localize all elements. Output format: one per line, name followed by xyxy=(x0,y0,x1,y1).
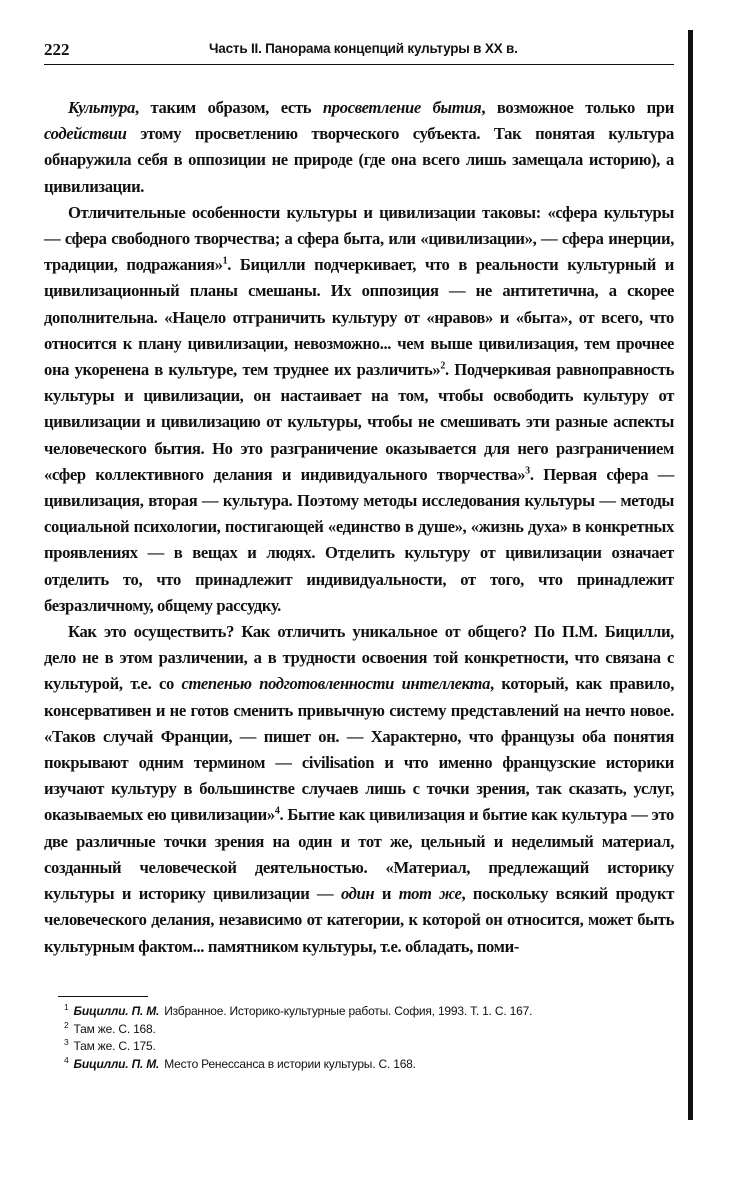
emphasized-text: степенью подготовленности интеллекта xyxy=(181,674,491,694)
text-run: , который, как правило, консервативен и не готов сменить привычную систему представлений на нечто новое. «Таков случай Франции, — пишет он. — Характерно, что французы оба понятия покрывают одним термином — civilisation и что именно французские историки изучают культуру в большинстве случаев лишь с точки зрения, так сказать, услуг, оказываемых ею цивилизации» xyxy=(44,674,674,825)
footnote-mark: 2 xyxy=(64,1019,69,1030)
text-run: . Подчеркивая равноправность культуры и цивилизации, он настаивает на том, чтобы освободить культуру от цивилизации и цивилизацию от культуры, чтобы не смешивать эти разные аспекты человеческого бытия. Но это разграничение оказывается для него разграничением «сфер коллективного делания и индивидуального творчества» xyxy=(44,360,674,484)
text-run: . Бицилли подчеркивает, что в реальности культурный и цивилизационный планы смешаны. Их оппозиция — не антитетична, а скорее дополнительна. «Нацело отграничить культуру от «нравов» и «быта», от всего, что относится к плану цивилизации, невозможно... чем выше цивилизация, тем прочнее она укоренена в культуре, тем труднее их различить» xyxy=(44,255,674,380)
footnote-author: Бицилли. П. М. xyxy=(73,1056,160,1071)
paragraph xyxy=(44,200,674,619)
emphasized-text: просветление бытия xyxy=(322,98,482,117)
footnote-text: Там же. С. 175. xyxy=(73,1039,156,1053)
footnote-reference: 2 xyxy=(440,360,445,372)
page-number: 222 xyxy=(44,40,70,59)
footnote-list xyxy=(44,1003,676,1073)
footnote-reference: 4 xyxy=(274,805,280,817)
footnote xyxy=(64,1003,676,1021)
footnote xyxy=(64,1021,676,1039)
text-run: и xyxy=(374,884,399,904)
footnote-author: Бицилли. П. М. xyxy=(73,1004,160,1018)
footnote-mark: 1 xyxy=(64,1002,69,1012)
book-page xyxy=(44,40,674,960)
footnote-text: Место Ренессанса в истории культуры. С. 168. xyxy=(164,1056,416,1071)
paragraph xyxy=(44,619,674,960)
text-run: этому просветлению творческого субъекта. Так понятая культура обнаружила себя в оппозиции не природе (где она всего лишь замещала историю), а цивилизации. xyxy=(44,124,674,196)
footnote-mark: 4 xyxy=(64,1054,69,1065)
text-run: , возможное только при xyxy=(481,98,674,117)
emphasized-text: тот же xyxy=(398,884,462,904)
text-run: Отличительные особенности культуры и цивилизации таковы: «сфера культуры — сфера свободного творчества; а сфера быта, или «цивилизации», — сфера инерции, традиции, подражания» xyxy=(44,202,674,275)
text-run: . Бытие как цивилизация и бытие как культура — это две различные точки зрения на один и тот же, цельный и неделимый материал, созданный человеческой деятельностью. «Материал, предлежащий историку культуры и историку цивилизации — xyxy=(44,805,675,904)
text-run: Как это осуществить? Как отличить уникальное от общего? По П.М. Бицилли, дело не в этом различении, а в трудности освоения той конкретности, что связана с культурой, т.е. со xyxy=(44,622,674,694)
text-run: , поскольку всякий продукт человеческого делания, независимо от категории, к которой он относится, может быть культурным фактом... памятником культуры, т.е. обладать, поми- xyxy=(44,884,675,956)
page-header xyxy=(44,40,674,65)
emphasized-text: один xyxy=(340,884,375,904)
running-title: Часть II. Панорама концепций культуры в XX в. xyxy=(209,41,518,56)
footnotes xyxy=(44,996,676,1073)
footnote-mark: 3 xyxy=(64,1037,69,1047)
page-edge-shadow xyxy=(688,30,693,1120)
footnote-reference: 1 xyxy=(222,255,228,267)
footnote-rule xyxy=(58,996,148,997)
footnote-text: Избранное. Историко-культурные работы. София, 1993. Т. 1. С. 167. xyxy=(164,1004,533,1018)
footnote-text: Там же. С. 168. xyxy=(73,1021,156,1036)
footnote xyxy=(64,1056,676,1074)
emphasized-text: Культура xyxy=(68,98,135,117)
footnote-reference: 3 xyxy=(525,465,530,477)
emphasized-text: содействии xyxy=(44,124,127,144)
main-text xyxy=(44,95,674,960)
text-run: , таким образом, есть xyxy=(135,98,323,117)
text-run: . Первая сфера — цивилизация, вторая — культура. Поэтому методы исследования культуры — методы социальной психологии, постигающей «единство в душе», «жизнь духа» в конкретных проявлениях — в вещах и людях. Отделить культуру от цивилизации означает отделить то, что принадлежит индивидуальности, от того, что принадлежит безразличному, общему рассудку. xyxy=(44,464,674,615)
paragraph xyxy=(44,95,674,200)
footnote xyxy=(64,1038,676,1056)
